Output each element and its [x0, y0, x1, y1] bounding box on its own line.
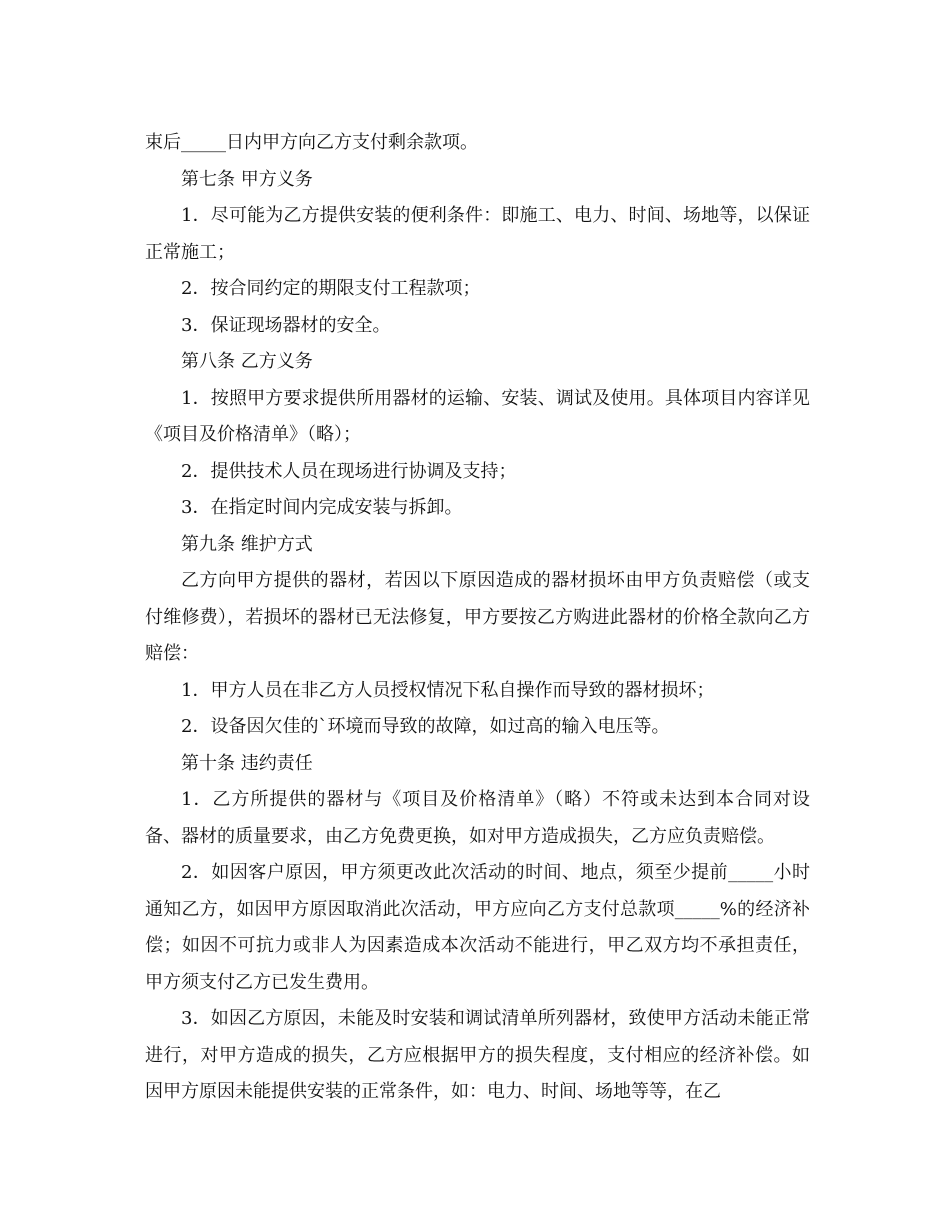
article-9-heading: 第九条 维护方式 — [181, 533, 313, 555]
document-body — [145, 125, 810, 1111]
article-8-item-1: 1．按照甲方要求提供所用器材的运输、安装、调试及使用。具体项目内容详见《项目及价格清单》（略）； — [145, 387, 810, 445]
article-7-item-1: 1．尽可能为乙方提供安装的便利条件：即施工、电力、时间、场地等，以保证正常施工； — [145, 205, 810, 263]
article-8-item-2: 2．提供技术人员在现场进行协调及支持； — [181, 460, 517, 482]
article-7-item-3: 3．保证现场器材的安全。 — [181, 314, 391, 336]
article-10-item-1: 1．乙方所提供的器材与《项目及价格清单》（略）不符或未达到本合同对设备、器材的质量要求，由乙方免费更换，如对甲方造成损失，乙方应负责赔偿。 — [145, 789, 810, 847]
article-7-heading: 第七条 甲方义务 — [181, 168, 313, 190]
article-10-heading: 第十条 违约责任 — [181, 752, 313, 774]
article-10-item-2: 2．如因客户原因，甲方须更改此次活动的时间、地点，须至少提前_____小时通知乙方，如因甲方原因取消此次活动，甲方应向乙方支付总款项_____%的经济补偿；如因不可抗力或非人为因素造成本次活动不能进行，甲乙双方均不承担责任，甲方须支付乙方已发生费用。 — [145, 862, 810, 993]
article-8-item-3: 3．在指定时间内完成安装与拆卸。 — [181, 497, 463, 518]
paragraph-continuation: 束后_____日内甲方向乙方支付剩余款项。 — [145, 132, 478, 153]
article-9-body: 乙方向甲方提供的器材，若因以下原因造成的器材损坏由甲方负责赔偿（或支付维修费），若损坏的器材已无法修复，甲方要按乙方购进此器材的价格全款向乙方赔偿： — [145, 570, 810, 664]
article-9-item-1: 1．甲方人员在非乙方人员授权情况下私自操作而导致的器材损坏； — [181, 679, 715, 701]
article-10-item-3: 3．如因乙方原因，未能及时安装和调试清单所列器材，致使甲方活动未能正常进行，对甲方造成的损失，乙方应根据甲方的损失程度，支付相应的经济补偿。如因甲方原因未能提供安装的正常条件，如：电力、时间、场地等等，在乙 — [145, 1008, 810, 1102]
article-7-item-2: 2．按合同约定的期限支付工程款项； — [181, 278, 481, 299]
article-9-item-2: 2．设备因欠佳的`环境而导致的故障，如过高的输入电压等。 — [181, 716, 670, 737]
article-8-heading: 第八条 乙方义务 — [181, 351, 313, 372]
